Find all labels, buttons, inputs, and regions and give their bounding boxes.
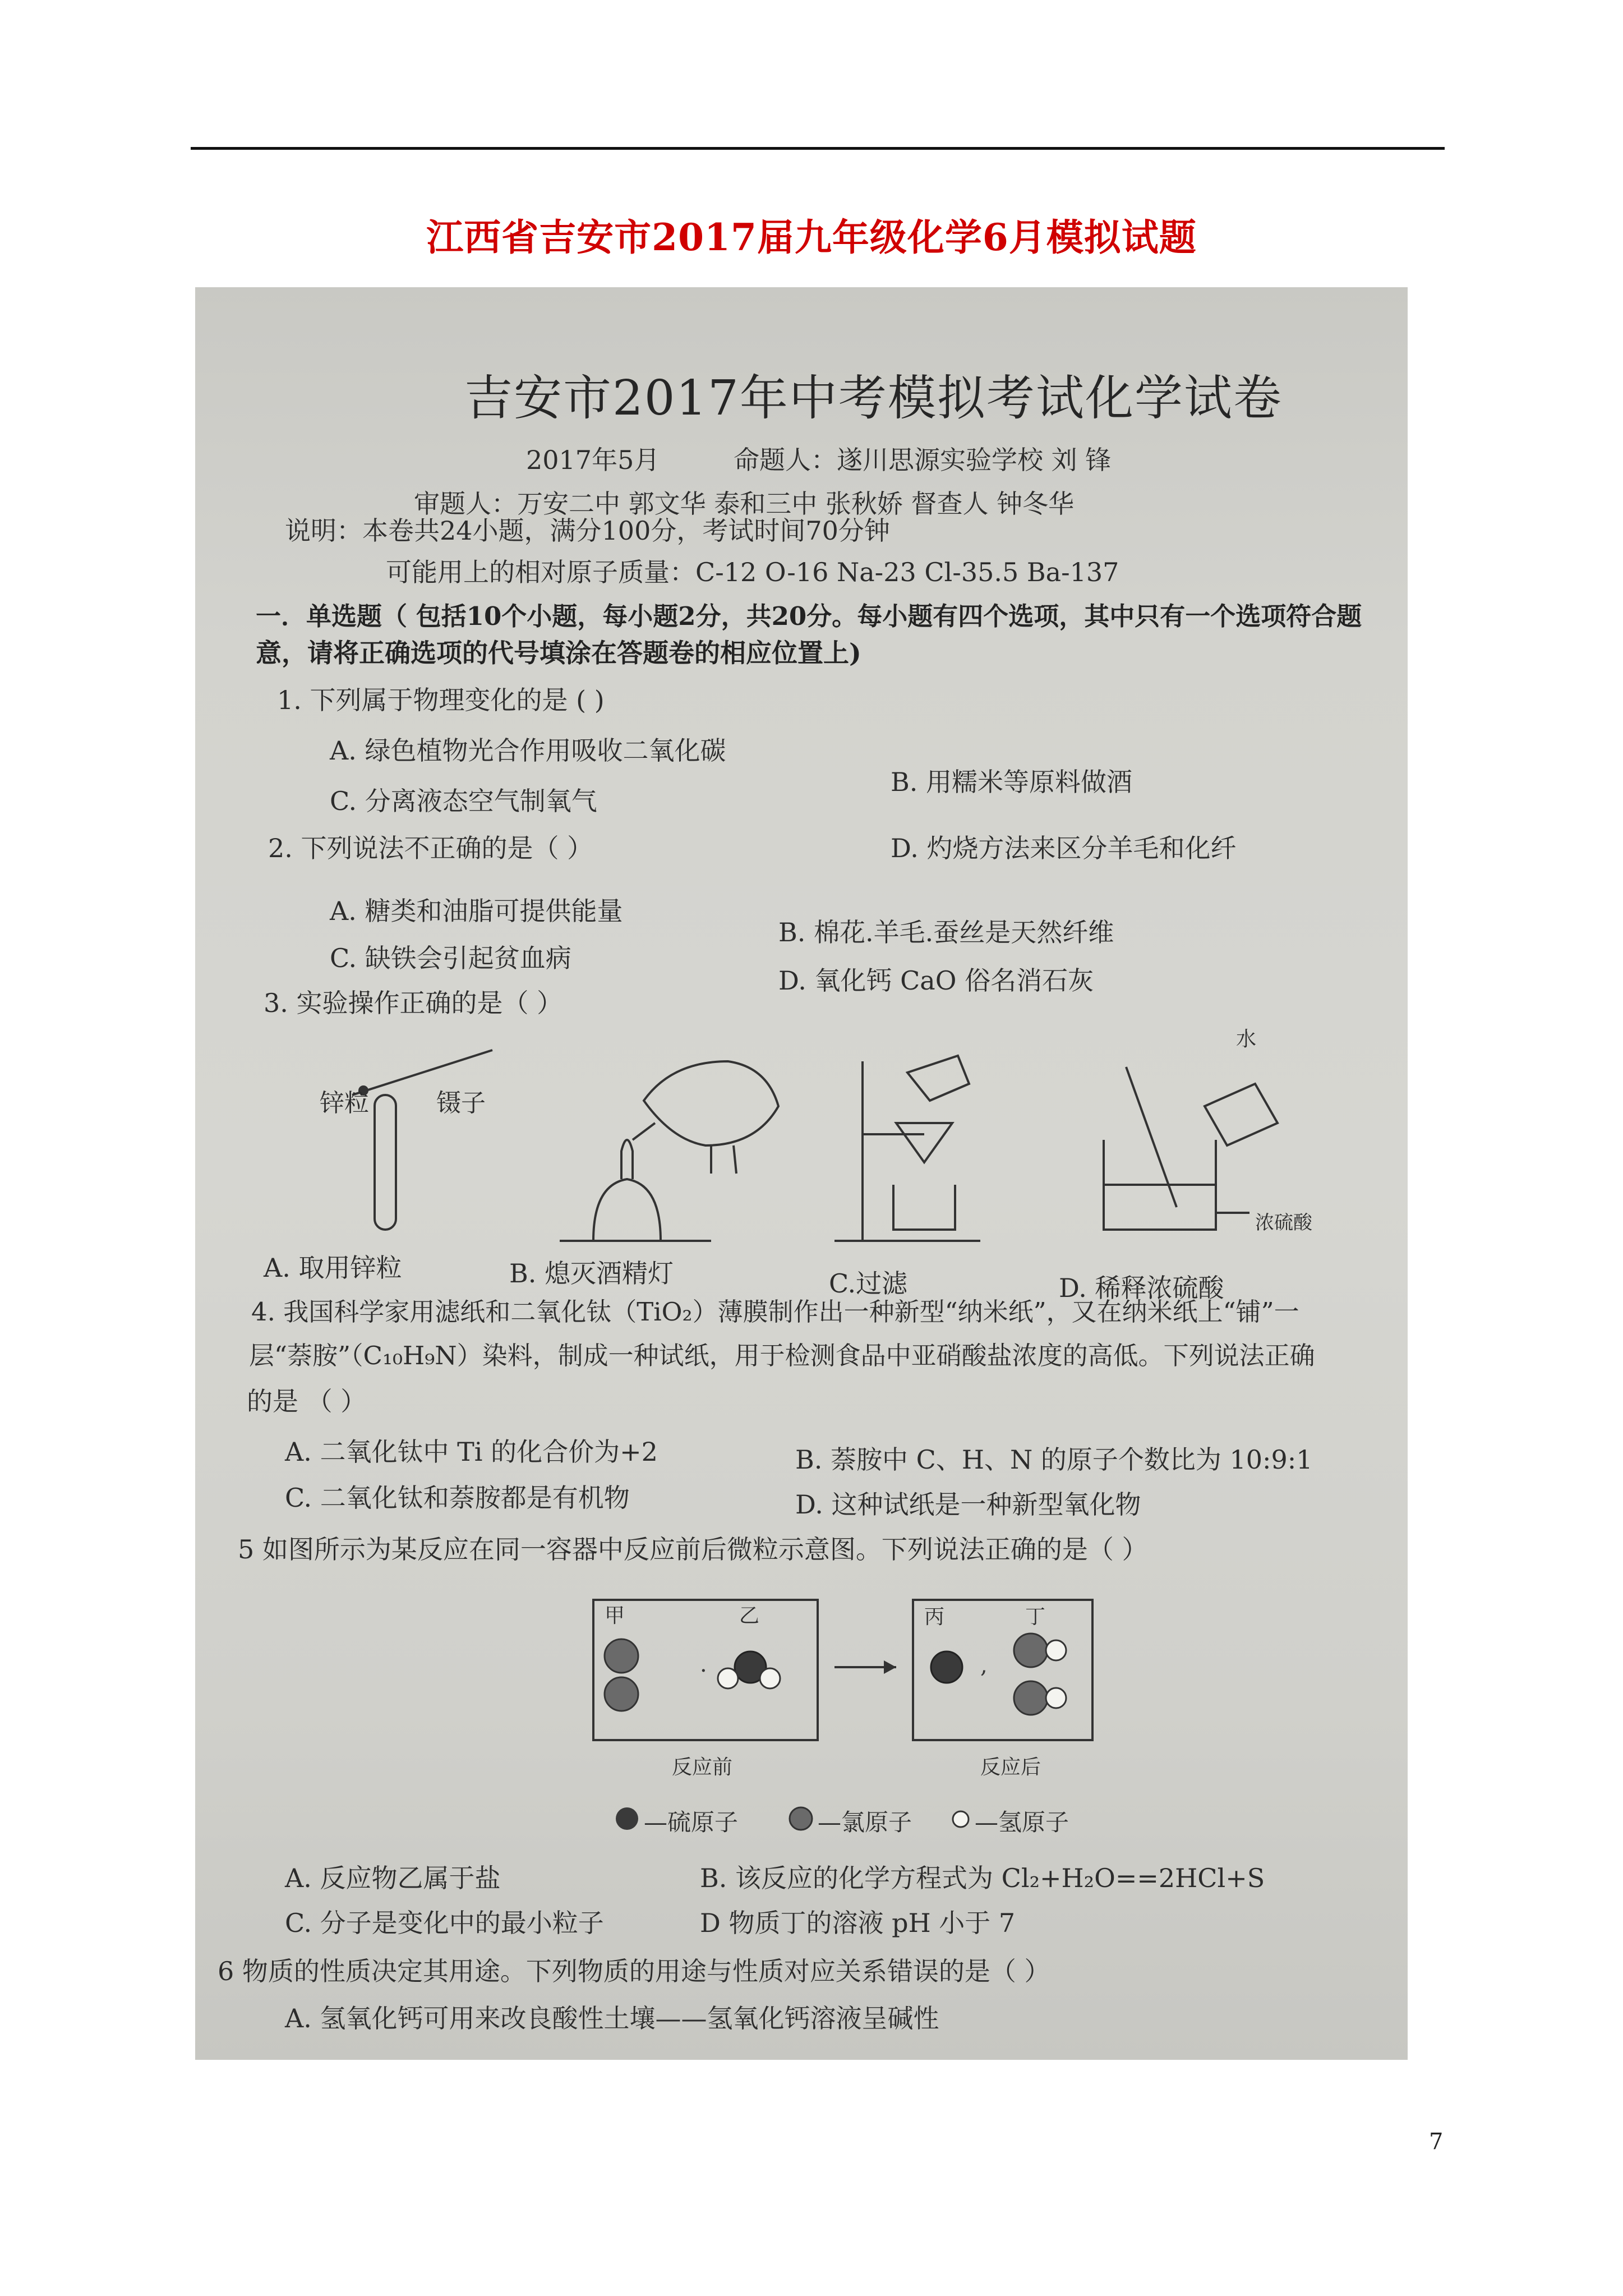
q4-stem-line1: 4. 我国科学家用滤纸和二氧化钛（TiO₂）薄膜制作出一种新型“纳米纸”，又在纳米纸上“铺”一 xyxy=(251,1297,1299,1327)
q5-stem: 5 如图所示为某反应在同一容器中反应前后微粒示意图。下列说法正确的是（ ） xyxy=(238,1534,1148,1565)
page-number: 7 xyxy=(1429,2129,1444,2155)
q5-option-b: B. 该反应的化学方程式为 Cl₂+H₂O==2HCl+S xyxy=(700,1863,1265,1893)
legend-hydrogen: —氢原子 xyxy=(975,1809,1069,1836)
q6-option-a: A. 氢氧化钙可用来改良酸性土壤——氢氧化钙溶液呈碱性 xyxy=(285,2003,939,2033)
q3-figure-c xyxy=(812,1028,992,1252)
svg-text:·: · xyxy=(700,1658,707,1684)
q5-label-ding: 丁 xyxy=(1025,1605,1046,1628)
section-heading: 一．单选题（ 包括10个小题，每小题2分，共20分。每小题有四个选项，其中只有一个选项符合题 xyxy=(256,601,1362,631)
q1-stem: 1. 下列属于物理变化的是 ( ) xyxy=(277,685,605,715)
q4-stem-line3: 的是 （ ） xyxy=(247,1386,367,1416)
exam-title: 吉安市2017年中考模拟考试化学试卷 xyxy=(464,370,1283,426)
q4-option-b: B. 萘胺中 C、H、N 的原子个数比为 10:9:1 xyxy=(795,1444,1313,1475)
q2-option-b: B. 棉花.羊毛.蚕丝是天然纤维 xyxy=(778,917,1114,947)
exam-reviewers: 审题人：万安二中 郭文华 泰和三中 张秋娇 督查人 钟冬华 xyxy=(414,489,1075,519)
atomic-mass: 可能用上的相对原子质量：C-12 O-16 Na-23 Cl-35.5 Ba-137 xyxy=(386,557,1119,587)
q1-option-c: C. 分离液态空气制氧气 xyxy=(330,786,597,816)
exam-note: 说明：本卷共24小题，满分100分，考试时间70分钟 xyxy=(285,516,890,546)
q2-stem: 2. 下列说法不正确的是（ ） xyxy=(268,833,593,863)
q5-option-c: C. 分子是变化中的最小粒子 xyxy=(285,1908,604,1938)
q3-label-zinc: 锌粒 xyxy=(320,1089,369,1117)
q4-stem-line2: 层“萘胺”（C₁₀H₉N）染料，制成一种试纸，用于检测食品中亚硝酸盐浓度的高低。下列说法正确 xyxy=(249,1341,1315,1370)
q3-label-water: 水 xyxy=(1236,1028,1257,1051)
q5-label-yi: 乙 xyxy=(739,1604,760,1627)
q5-label-before: 反应前 xyxy=(672,1756,733,1779)
q3-option-c: C.过滤 xyxy=(829,1268,908,1299)
q1-option-b: B. 用糯米等原料做酒 xyxy=(891,767,1133,797)
q4-option-a: A. 二氧化钛中 Ti 的化合价为+2 xyxy=(285,1437,658,1467)
legend-chlorine: —氯原子 xyxy=(818,1809,912,1836)
q3-label-tweezers: 镊子 xyxy=(436,1089,486,1117)
q3-option-d: D. 稀释浓硫酸 xyxy=(1059,1273,1224,1303)
exam-paper-photo xyxy=(195,287,1408,2060)
q4-option-c: C. 二氧化钛和萘胺都是有机物 xyxy=(285,1483,630,1513)
q5-option-d: D 物质丁的溶液 pH 小于 7 xyxy=(700,1908,1016,1938)
header-rule xyxy=(191,147,1445,150)
q2-option-a: A. 糖类和油脂可提供能量 xyxy=(330,896,623,926)
exam-date: 2017年5月 xyxy=(526,445,660,475)
q5-label-jia: 甲 xyxy=(605,1604,625,1627)
q2-option-d: D. 氧化钙 CaO 俗名消石灰 xyxy=(778,965,1094,996)
q5-label-after: 反应后 xyxy=(980,1756,1041,1779)
exam-author: 命题人：遂川思源实验学校 刘 锋 xyxy=(734,445,1112,475)
q3-figure-a xyxy=(307,1028,509,1252)
document-title: 江西省吉安市2017届九年级化学6月模拟试题 xyxy=(426,215,1197,259)
sulfur-atom-legend-icon xyxy=(610,1802,644,1835)
q1-option-d: D. 灼烧方法来区分羊毛和化纤 xyxy=(891,833,1237,863)
hydrogen-atom-legend-icon xyxy=(947,1805,975,1833)
chlorine-atom-legend-icon xyxy=(784,1802,818,1835)
q1-option-a: A. 绿色植物光合作用吸收二氧化碳 xyxy=(330,735,726,766)
q5-label-bing: 丙 xyxy=(924,1605,945,1628)
q3-option-a: A. 取用锌粒 xyxy=(264,1253,402,1283)
q3-stem: 3. 实验操作正确的是（ ） xyxy=(264,988,563,1018)
q2-option-c: C. 缺铁会引起贫血病 xyxy=(330,943,571,973)
q5-option-a: A. 反应物乙属于盐 xyxy=(285,1863,501,1893)
q6-stem: 6 物质的性质决定其用途。下列物质的用途与性质对应关系错误的是（ ） xyxy=(218,1956,1050,1986)
svg-text:,: , xyxy=(980,1653,988,1678)
section-heading-cont: 意，请将正确选项的代号填涂在答题卷的相应位置上) xyxy=(256,638,861,668)
q3-option-b: B. 熄灭酒精灯 xyxy=(509,1258,674,1289)
q3-label-acid: 浓硫酸 xyxy=(1255,1212,1312,1234)
legend-sulfur: —硫原子 xyxy=(644,1809,739,1836)
q4-option-d: D. 这种试纸是一种新型氧化物 xyxy=(795,1489,1141,1520)
q3-figure-b xyxy=(543,1039,812,1252)
q5-reaction-diagram xyxy=(588,1594,1149,1774)
